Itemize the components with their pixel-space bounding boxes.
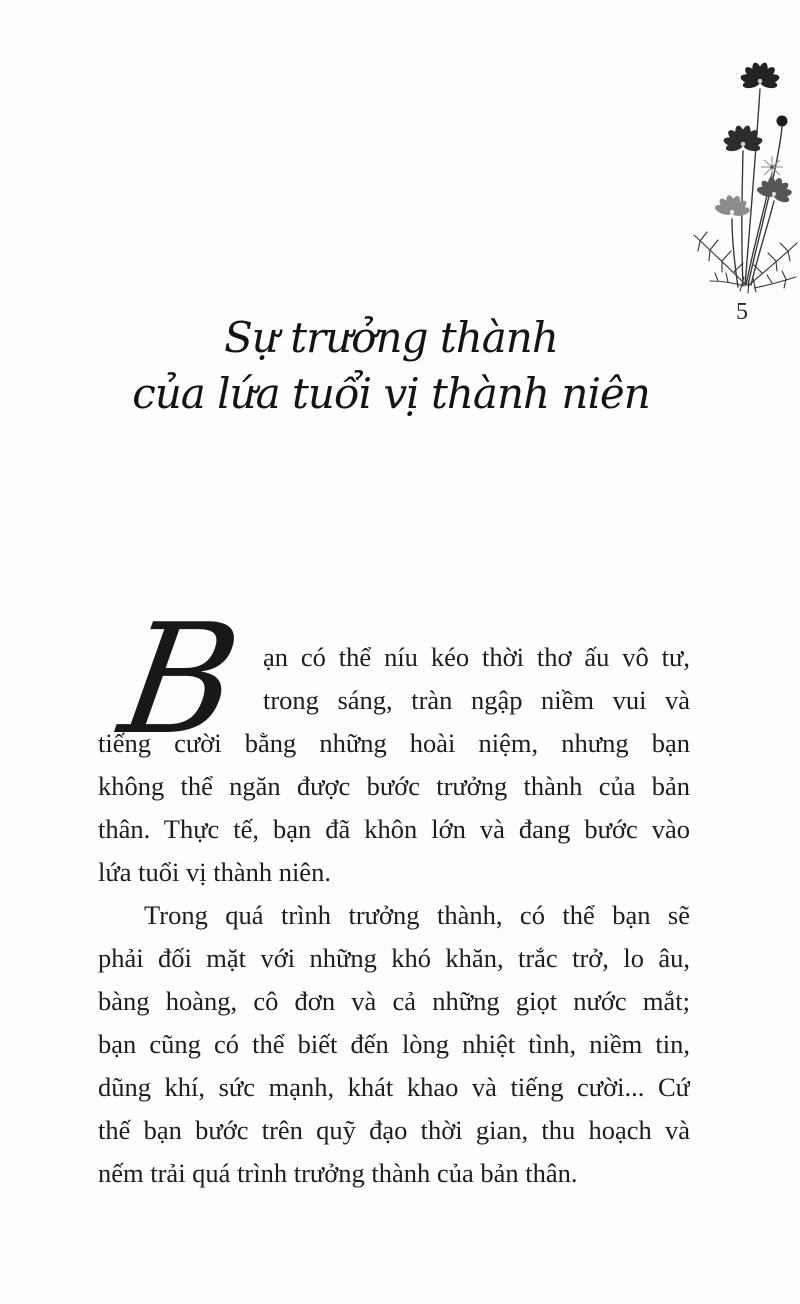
text-line: thân. Thực tế, bạn đã khôn lớn và đang bước vào (98, 814, 690, 844)
text-line: thế bạn bước trên quỹ đạo thời gian, thu hoạch và (98, 1115, 690, 1145)
text-line: bạn cũng có thể biết đến lòng nhiệt tình, niềm tin, (98, 1029, 690, 1059)
text-line: phải đối mặt với những khó khăn, trắc trở, lo âu, (98, 943, 690, 973)
chapter-title-line-1: Sự trưởng thành (224, 313, 558, 362)
page-number: 5 (736, 299, 748, 325)
text-line: bàng hoàng, cô đơn và cả những giọt nước mắt; (98, 986, 690, 1016)
text-line: dũng khí, sức mạnh, khát khao và tiếng cười... Cứ (98, 1072, 690, 1102)
text-line: lứa tuổi vị thành niên. (98, 857, 331, 887)
body-text (98, 591, 690, 1195)
text-line: không thể ngăn được bước trưởng thành của bản (98, 771, 690, 801)
cosmos-flowers-icon (688, 45, 800, 297)
text-line: ạn có thể níu kéo thời thơ ấu vô tư, (263, 642, 690, 672)
chapter-title-line-2: của lứa tuổi vị thành niên (132, 369, 650, 418)
text-line: trong sáng, tràn ngập niềm vui và (263, 685, 690, 715)
drop-cap: B (110, 591, 251, 768)
text-line: nếm trải quá trình trưởng thành của bản thân. (98, 1158, 578, 1188)
chapter-title (35, 310, 747, 422)
text-line: Trong quá trình trưởng thành, có thể bạn sẽ (144, 900, 690, 930)
text-line: tiếng cười bằng những hoài niệm, nhưng bạn (98, 728, 690, 758)
